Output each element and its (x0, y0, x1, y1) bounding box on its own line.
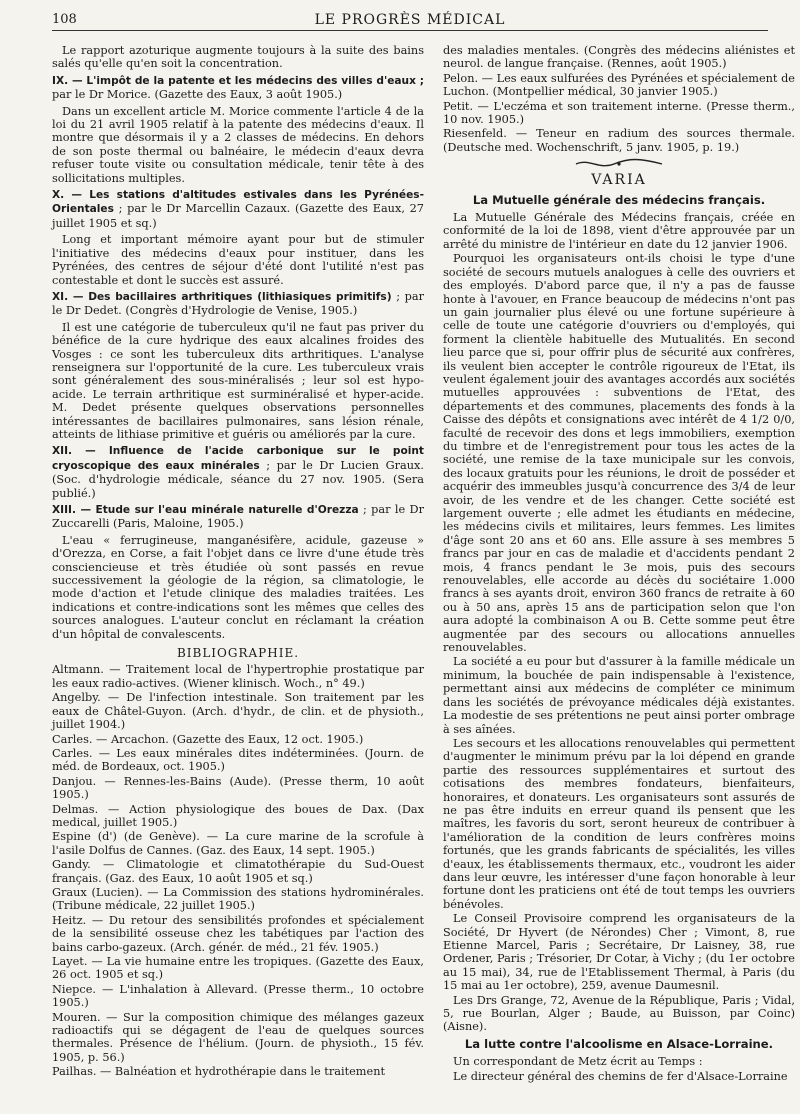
bib-entry: Heitz. — Du retour des sensibilités profondes et spécialement de la sensibilité osseuse chez les tabétiques par l'action des bains carbo-gazeux. (Arch. génér. de méd., 21 fév. 1905.) (52, 913, 424, 954)
page-number: 108 (52, 12, 77, 27)
running-title: LE PROGRÈS MÉDICAL (314, 12, 506, 28)
flourish-ornament (574, 158, 664, 170)
section-ix-body: Dans un excellent article M. Morice commente l'article 4 de la loi du 21 avril 1905 relatif à la patente des médecins d'eaux. Il montre que désormais il y a 2 classes de médecins. En dehors de son poste thermal ou balnéaire, le médecin d'eaux devra refuser toute visite ou consultation médicale, tenir tête à des sollicitations multiples. (52, 104, 424, 185)
section-xii-heading: XII. — Influence de l'acide carbonique sur le point cryoscopique des eaux minérales ; par le Dr Lucien Graux. (Soc. d'hydrologie médicale, séance du 27 nov. 1905. (Sera publié.) (52, 445, 424, 500)
bib-entry: Petit. — L'eczéma et son traitement interne. (Presse therm., 10 nov. 1905.) (443, 99, 795, 127)
bib-entry: Mouren. — Sur la composition chimique des mélanges gazeux radioactifs qui se dégagent de l'eau de quelques sources thermales. Présence de l'hélium. (Journ. de physioth., 15 fév. 1905, p. 56.) (52, 1010, 424, 1064)
article-paragraph: Les secours et les allocations renouvelables qui permettent d'augmenter le minimum prévu par la loi dépend en grande partie des ressources supplémentaires et surtout des cotisations des membres fondateurs, bienfaiteurs, honoraires, et donateurs. Les organisateurs sont assurés de ne pas être induits en erreur quand ils pensent que les maîtres, les favoris du sort, seront heureux de contribuer à l'amélioration de la condition de leurs confrères moins fortunés, que les grands fabricants de spécialités, les villes d'eaux, les établissements thermaux, etc., voudront les aider dans leur œuvre, les intéresser d'une façon honorable à leur fortune dont les praticiens ont été de tout temps les ouvriers bénévoles. (443, 736, 795, 911)
article-mutuelle-title: La Mutuelle générale des médecins français. (472, 192, 766, 207)
article-paragraph: Le Conseil Provisoire comprend les organisateurs de la Société, Dr Hyvert (de Nérondes) Cher ; Vimont, 8, rue Etienne Marcel, Paris ; Secrétaire, Dr Laisney, 38, rue Ordener, Paris ; Trésorier, Dr Cotar, à Vichy ; (du 1er octobre au 15 mai), 34, rue de l'Etablissement Thermal, à Paris (du 15 mai au 1er octobre), 259, avenue Daumesnil. (443, 912, 795, 993)
bib-entry: Riesenfeld. — Teneur en radium des sources thermale. (Deutsche med. Wochenschrift, 5 janv. 1905, p. 19.) (443, 127, 795, 154)
bib-entry: Angelby. — De l'infection intestinale. Son traitement par les eaux de Châtel-Guyon. (Arch. d'hydr., de clin. et de physioth., juillet 1904.) (52, 691, 424, 732)
section-ix-heading: IX. — L'impôt de la patente et les médecins des villes d'eaux ; par le Dr Morice. (Gazette des Eaux, 3 août 1905.) (52, 74, 424, 102)
section-x-body: Long et important mémoire ayant pour but de stimuler l'initiative des médecins d'eaux pour instituer, dans les Pyrénées, des centres de séjour d'été dont l'utilité n'est pas contestable et dont le succès est assuré. (52, 233, 424, 287)
article-paragraph: La société a eu pour but d'assurer à la famille médicale un minimum, la bouchée de pain indispensable à l'existence, permettant ainsi aux médecins de compléter ce minimum dans les sociétés de prévoyance médicales déjà existantes. La modestie de ses prétentions ne peut ainsi porter ombrage à ses aînées. (443, 655, 795, 736)
bib-entry: Altmann. — Traitement local de l'hypertrophie prostatique par les eaux radio-actives. (Wiener klinisch. Woch., n° 49.) (52, 663, 424, 690)
bib-entry: Niepce. — L'inhalation à Allevard. (Presse therm., 10 octobre 1905.) (52, 982, 424, 1010)
varia-heading: VARIA (591, 172, 647, 189)
bibliography-list-left (52, 663, 424, 1078)
article-paragraph: La Mutuelle Générale des Médecins français, créée en conformité de la loi de 1898, vient d'être approuvée par un arrêté du ministre de l'intérieur en date du 12 janvier 1906. (443, 211, 795, 251)
article-paragraph: Les Drs Grange, 72, Avenue de la République, Paris ; Vidal, 5, rue Bourlan, Alger ; Baude, au Buisson, par Coinc) (Aisne). (443, 993, 795, 1034)
page-header (52, 10, 768, 31)
bib-entry: Delmas. — Action physiologique des boues de Dax. (Dax medical, juillet 1905.) (52, 802, 424, 829)
section-xi-heading: XI. — Des bacillaires arthritiques (lithiasiques primitifs) ; par le Dr Dedet. (Congrès d'Hydrologie de Venise, 1905.) (52, 289, 425, 318)
bib-entry: Carles. — Arcachon. (Gazette des Eaux, 12 oct. 1905.) (52, 732, 364, 746)
section-x-heading: X. — Les stations d'altitudes estivales dans les Pyrénées-Orientales ; par le Dr Marcellin Cazaux. (Gazette des Eaux, 27 juillet 1905 et sq.) (52, 189, 424, 230)
bib-entry: Pelon. — Les eaux sulfurées des Pyrénées et spécialement de Luchon. (Montpellier médical, 30 janvier 1905.) (443, 71, 795, 99)
bib-entry: Pailhas. — Balnéation et hydrothérapie dans le traitement (52, 1065, 386, 1079)
bib-entry: Graux (Lucien). — La Commission des stations hydrominérales. (Tribune médicale, 22 juillet 1905.) (52, 885, 424, 913)
article-paragraph: Le directeur général des chemins de fer d'Alsace-Lorraine (453, 1069, 788, 1083)
section-xi-body: Il est une catégorie de tuberculeux qu'il ne faut pas priver du bénéfice de la cure hydrique des eaux alcalines froides des Vosges : ce sont les tuberculeux dits arthritiques. L'analyse renseignera sur l'opportunité de la cure. Les tuberculeux vrais sont généralement des sous-minéralisés ; leur sol est hypo-acide. Le terrain arthritique est surminéralisé et hyper-acide. M. Dedet présente quelques observations personnelles intéressantes de bacillaires pulmonaires, sans lésion rénale, atteints de lithiase primitive et guéris ou améliorés par la cure. (52, 320, 424, 441)
bib-continuation: des maladies mentales. (Congrès des médecins aliénistes et neurol. de langue française. (Rennes, août 1905.) (443, 44, 795, 71)
article-alcoolisme-title: La lutte contre l'alcoolisme en Alsace-Lorraine. (464, 1036, 774, 1051)
bibliography-title: BIBLIOGRAPHIE. (176, 646, 300, 661)
section-xiii-heading: XIII. — Etude sur l'eau minérale naturelle d'Orezza ; par le Dr Zuccarelli (Paris, Maloine, 1905.) (52, 503, 425, 531)
left-column (52, 44, 424, 1080)
bib-entry: Danjou. — Rennes-les-Bains (Aude). (Presse therm, 10 août 1905.) (52, 774, 424, 802)
section-xiii-body: L'eau « ferrugineuse, manganésifère, acidule, gazeuse » d'Orezza, en Corse, a fait l'objet dans ce livre d'une étude très consciencieuse et très étudiée où sont passés en revue successivement la géologie de la région, sa climatologie, le mode d'action et l'etude clinique des maladies traitées. Les indications et contre-indications sont les mêmes que celles des sources analogues. L'auteur conclut en réclamant la création d'un hôpital de convalescents. (52, 533, 424, 641)
intro-paragraph: Le rapport azoturique augmente toujours à la suite des bains salés qu'elle qu'en soit la concentration. (52, 44, 424, 71)
right-column (443, 44, 795, 1084)
article-paragraph: Un correspondant de Metz écrit au Temps : (453, 1055, 703, 1069)
article-paragraph: Pourquoi les organisateurs ont-ils choisi le type d'une société de secours mutuels analogues à celle des ouvriers et des employés. D'abord parce que, il n'y a pas de fausse honte à l'avouer, en France beaucoup de médecins n'ont pas un gain journalier plus élevé ou une fortune supérieure à celle de toute une catégorie d'ouvriers ou d'employés, qui forment la clientèle habituelle des Mutualités. En second lieu parce que si, pour offrir plus de sécurité aux confrères, ils veulent bien accepter le contrôle rigoureux de l'Etat, ils veulent également jouir des avantages accordés aux sociétés mutuelles approuvées : subventions de l'Etat, des départements et des communes, placements des fonds à la Caisse des dépôts et consignations avec intérêt de 4 1/2 0/0, faculté de recevoir des dons et legs immobiliers, exemption du timbre et de l'enregistrement pour tous les actes de la société, une remise de la taxe municipale sur les convois, des locaux gratuits pour les réunions, le droit de posséder et acquérir des immeubles jusqu'à concurrence des 3/4 de leur avoir, de les vendre et de les changer. Cette société est largement ouverte ; elle admet les étudiants en médecine, les médecins civils et militaires, leurs femmes. Les limites d'âge sont 20 ans et 60 ans. Elle assure à ses membres 5 francs par jour en cas de maladie et d'accidents pendant 2 mois, 4 francs pendant le 3e mois, puis des secours renouvelables, elle accorde au décès du sociétaire 1.000 francs à ses ayants droit, environ 360 francs de retraite à 60 ou à 50 ans, après 15 ans de participation selon que l'on aura adopté la combinaison A ou B. Cette somme peut être augmentée par des secours ou allocations annuelles renouvelables. (443, 252, 795, 655)
bib-entry: Layet. — La vie humaine entre les tropiques. (Gazette des Eaux, 26 oct. 1905 et sq.) (52, 955, 424, 982)
bib-entry: Espine (d') (de Genève). — La cure marine de la scrofule à l'asile Dolfus de Cannes. (Gaz. des Eaux, 14 sept. 1905.) (52, 830, 424, 857)
bib-entry: Gandy. — Climatologie et climatothérapie du Sud-Ouest français. (Gaz. des Eaux, 10 août 1905 et sq.) (52, 858, 424, 885)
ornamental-rule (443, 158, 795, 172)
bib-entry: Carles. — Les eaux minérales dites indéterminées. (Journ. de méd. de Bordeaux, oct. 1905.) (52, 746, 424, 774)
